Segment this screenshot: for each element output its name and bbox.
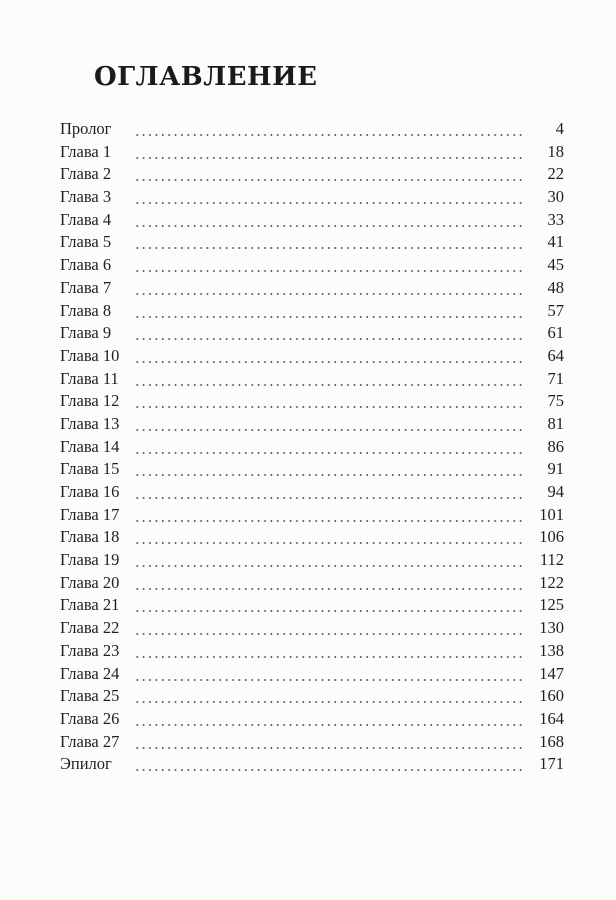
dot-leader <box>134 747 526 749</box>
toc-entry-label: Глава 6 <box>60 255 112 275</box>
toc-entry <box>60 526 564 549</box>
toc-entry <box>60 141 564 164</box>
dot-leader <box>134 769 526 771</box>
toc-entry-page-number: 48 <box>547 277 564 297</box>
dot-leader <box>134 520 526 522</box>
toc-entry-label: Глава 14 <box>60 436 120 456</box>
toc-entry-label: Глава 11 <box>60 368 119 388</box>
toc-entry-page-number: 41 <box>547 232 564 252</box>
toc-entry <box>60 708 564 731</box>
toc-entry <box>60 345 564 368</box>
dot-leader <box>134 724 526 726</box>
toc-entry-page-number: 160 <box>539 686 564 706</box>
toc-entry-page-number: 71 <box>547 368 564 388</box>
dot-leader <box>134 588 526 590</box>
toc-entry-label: Глава 16 <box>60 482 120 501</box>
toc-entry <box>60 186 564 209</box>
dot-leader <box>134 270 526 272</box>
dot-leader <box>134 633 526 635</box>
toc-entry-label: Глава 19 <box>60 550 120 570</box>
toc-entry-label: Глава 23 <box>60 640 120 660</box>
toc-entry-label: Глава 13 <box>60 413 120 433</box>
toc-entry <box>60 685 564 708</box>
toc-entry-page-number: 147 <box>539 663 564 683</box>
toc-entry-label: Глава 22 <box>60 618 120 638</box>
toc-entry-page-number: 64 <box>547 345 564 365</box>
dot-leader <box>134 656 526 658</box>
toc-entry <box>60 504 564 527</box>
toc-entry <box>60 209 564 232</box>
toc-entry <box>60 753 564 776</box>
toc-entry-page-number: 106 <box>539 527 564 547</box>
toc-entry-label: Глава 3 <box>60 187 112 207</box>
toc-entry-page-number: 164 <box>539 708 564 728</box>
toc-entry-label: Глава 21 <box>60 595 120 615</box>
dot-leader <box>134 338 526 340</box>
dot-leader <box>134 406 526 408</box>
dot-leader <box>134 225 526 227</box>
toc-entry <box>60 300 564 323</box>
toc-entry-label: Глава 25 <box>60 686 120 706</box>
toc-entry-page-number: 86 <box>547 436 564 456</box>
toc-entry-label: Глава 20 <box>60 572 120 592</box>
toc-entry <box>60 322 564 345</box>
toc-entry <box>60 413 564 436</box>
dot-leader <box>134 134 526 136</box>
dot-leader <box>134 429 526 431</box>
dot-leader <box>134 565 526 567</box>
toc-entry-label: Глава 27 <box>60 731 120 751</box>
toc-entry-label: Глава 9 <box>60 323 112 343</box>
toc-entry-page-number: 122 <box>539 572 564 592</box>
toc-entry-label: Пролог <box>60 119 112 138</box>
toc-entry-label: Глава 17 <box>60 504 120 524</box>
toc-entry-label: Глава 2 <box>60 164 112 184</box>
toc-entry <box>60 118 564 141</box>
toc-entry <box>60 390 564 413</box>
dot-leader <box>134 679 526 681</box>
toc-entry-label: Глава 12 <box>60 391 120 411</box>
toc-entry-page-number: 138 <box>539 640 564 660</box>
dot-leader <box>134 384 526 386</box>
dot-leader <box>134 202 526 204</box>
toc-entry <box>60 640 564 663</box>
toc-entry-page-number: 91 <box>547 459 564 479</box>
toc-entry-page-number: 171 <box>539 754 564 774</box>
toc-entry <box>60 436 564 459</box>
toc-entry <box>60 594 564 617</box>
table-of-contents <box>60 118 564 776</box>
toc-entry-label: Глава 7 <box>60 277 112 297</box>
toc-entry-page-number: 30 <box>547 187 564 207</box>
dot-leader <box>134 701 526 703</box>
toc-entry-label: Глава 15 <box>60 459 120 479</box>
toc-entry <box>60 617 564 640</box>
dot-leader <box>134 316 526 318</box>
toc-entry-page-number: 130 <box>539 618 564 638</box>
dot-leader <box>134 542 526 544</box>
toc-entry-page-number: 61 <box>547 323 564 343</box>
dot-leader <box>134 452 526 454</box>
toc-entry-label: Глава 8 <box>60 300 112 320</box>
toc-entry-page-number: 125 <box>539 595 564 615</box>
toc-entry-label: Глава 26 <box>60 708 120 728</box>
toc-entry-page-number: 22 <box>547 164 564 184</box>
toc-entry-page-number: 33 <box>547 209 564 229</box>
toc-entry-page-number: 4 <box>555 119 564 138</box>
toc-entry-label: Эпилог <box>60 754 112 774</box>
toc-entry <box>60 163 564 186</box>
toc-entry-page-number: 168 <box>539 731 564 751</box>
toc-entry-page-number: 101 <box>539 504 564 524</box>
dot-leader <box>134 247 526 249</box>
dot-leader <box>134 293 526 295</box>
toc-entry <box>60 663 564 686</box>
dot-leader <box>134 610 526 612</box>
toc-entry-label: Глава 4 <box>60 209 112 229</box>
dot-leader <box>134 157 526 159</box>
toc-entry <box>60 549 564 572</box>
toc-entry-label: Глава 18 <box>60 527 120 547</box>
dot-leader <box>134 361 526 363</box>
dot-leader <box>134 497 526 499</box>
toc-entry-page-number: 45 <box>547 255 564 275</box>
toc-entry <box>60 481 564 504</box>
toc-entry <box>60 254 564 277</box>
toc-entry-label: Глава 10 <box>60 345 120 365</box>
toc-entry-page-number: 75 <box>547 391 564 411</box>
toc-entry-page-number: 18 <box>547 141 564 161</box>
toc-entry-label: Глава 1 <box>60 141 112 161</box>
toc-entry-label: Глава 5 <box>60 232 112 252</box>
toc-entry-label: Глава 24 <box>60 663 120 683</box>
dot-leader <box>134 474 526 476</box>
toc-entry-page-number: 81 <box>547 413 564 433</box>
toc-entry <box>60 572 564 595</box>
toc-entry-page-number: 94 <box>547 482 564 501</box>
toc-entry-page-number: 57 <box>547 300 564 320</box>
dot-leader <box>134 179 526 181</box>
toc-entry <box>60 368 564 391</box>
toc-entry <box>60 277 564 300</box>
toc-entry <box>60 231 564 254</box>
toc-entry <box>60 458 564 481</box>
page-title: ОГЛАВЛЕНИЕ <box>94 62 318 92</box>
toc-entry <box>60 731 564 754</box>
toc-entry-page-number: 112 <box>539 550 564 570</box>
